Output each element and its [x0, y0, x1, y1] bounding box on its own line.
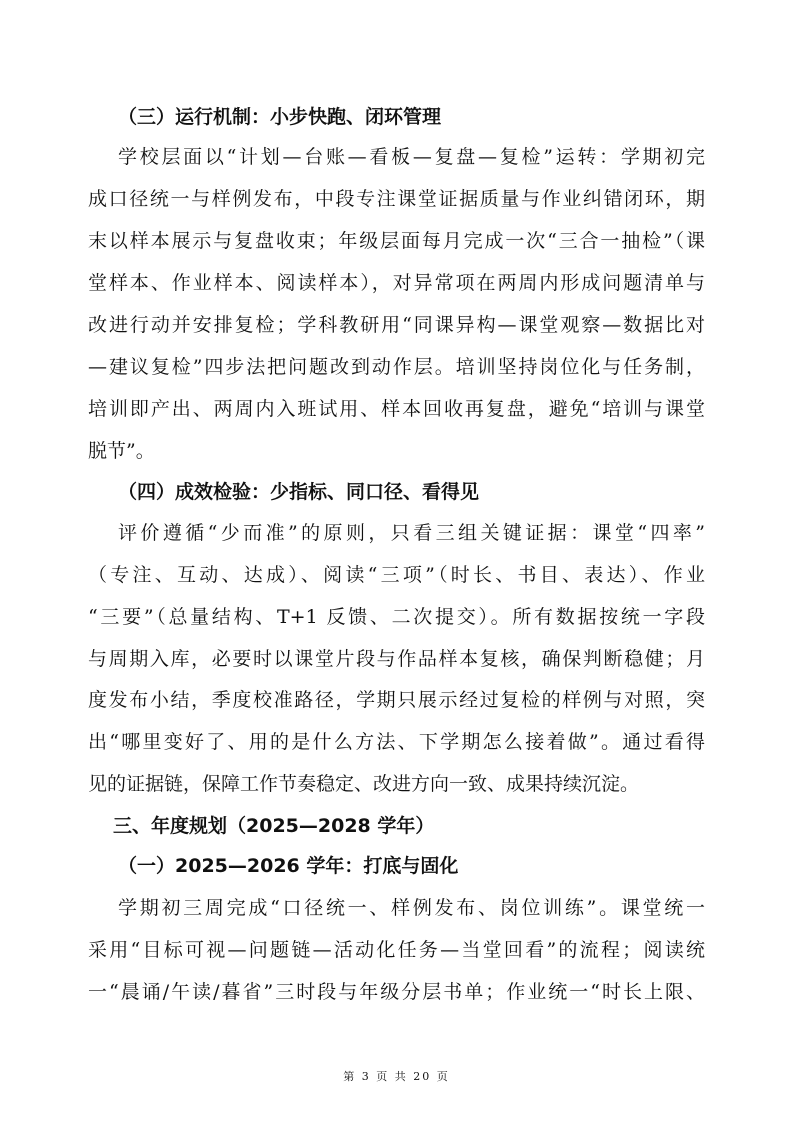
paragraph-line: 与周期入库，必要时以课堂片段与作品样本复核，确保判断稳健；月	[88, 648, 705, 670]
paragraph-line: （专注、互动、达成）、阅读“三项”（时长、书目、表达）、作业	[88, 564, 705, 586]
paragraph-line: 学期初三周完成“口径统一、样例发布、岗位训练”。课堂统一	[118, 897, 705, 919]
page-footer: 第 3 页 共 20 页	[343, 1070, 450, 1083]
paragraph-line: 出“哪里变好了、用的是什么方法、下学期怎么接着做”。通过看得	[88, 731, 705, 753]
paragraph-line: 学校层面以“计划—台账—看板—复盘—复检”运转：学期初完	[118, 146, 705, 168]
paragraph-line: 培训即产出、两周内入班试用、样本回收再复盘，避免“培训与课堂	[88, 398, 705, 420]
heading-effect-evaluation: （四）成效检验：少指标、同口径、看得见	[118, 481, 480, 503]
paragraph-line: 成口径统一与样例发布，中段专注课堂证据质量与作业纠错闭环，期	[88, 188, 705, 210]
paragraph-line: “三要”（总量结构、T+1 反馈、二次提交）。所有数据按统一字段	[88, 606, 705, 628]
heading-operating-mechanism: （三）运行机制：小步快跑、闭环管理	[118, 106, 442, 128]
paragraph-line: —建议复检”四步法把问题改到动作层。培训坚持岗位化与任务制，	[88, 356, 705, 378]
heading-2025-2026: （一）2025—2026 学年：打底与固化	[118, 855, 459, 877]
paragraph-line: 采用“目标可视—问题链—活动化任务—当堂回看”的流程；阅读统	[88, 939, 705, 961]
paragraph-line: 末以样本展示与复盘收束；年级层面每月完成一次“三合一抽检”（课	[88, 230, 705, 252]
heading-annual-plan: 三、年度规划（2025—2028 学年）	[113, 815, 435, 837]
paragraph-line: 见的证据链，保障工作节奏稳定、改进方向一致、成果持续沉淀。	[88, 773, 640, 795]
paragraph-line: 改进行动并安排复检；学科教研用“同课异构—课堂观察—数据比对	[88, 314, 705, 336]
paragraph-line: 堂样本、作业样本、阅读样本），对异常项在两周内形成问题清单与	[88, 272, 705, 294]
paragraph-line: 脱节”。	[88, 440, 155, 462]
paragraph-line: 度发布小结，季度校准路径，学期只展示经过复检的样例与对照，突	[88, 689, 705, 711]
paragraph-line: 评价遵循“少而准”的原则，只看三组关键证据：课堂“四率”	[118, 522, 705, 544]
paragraph-line: 一“晨诵/午读/暮省”三时段与年级分层书单；作业统一“时长上限、	[88, 981, 705, 1003]
